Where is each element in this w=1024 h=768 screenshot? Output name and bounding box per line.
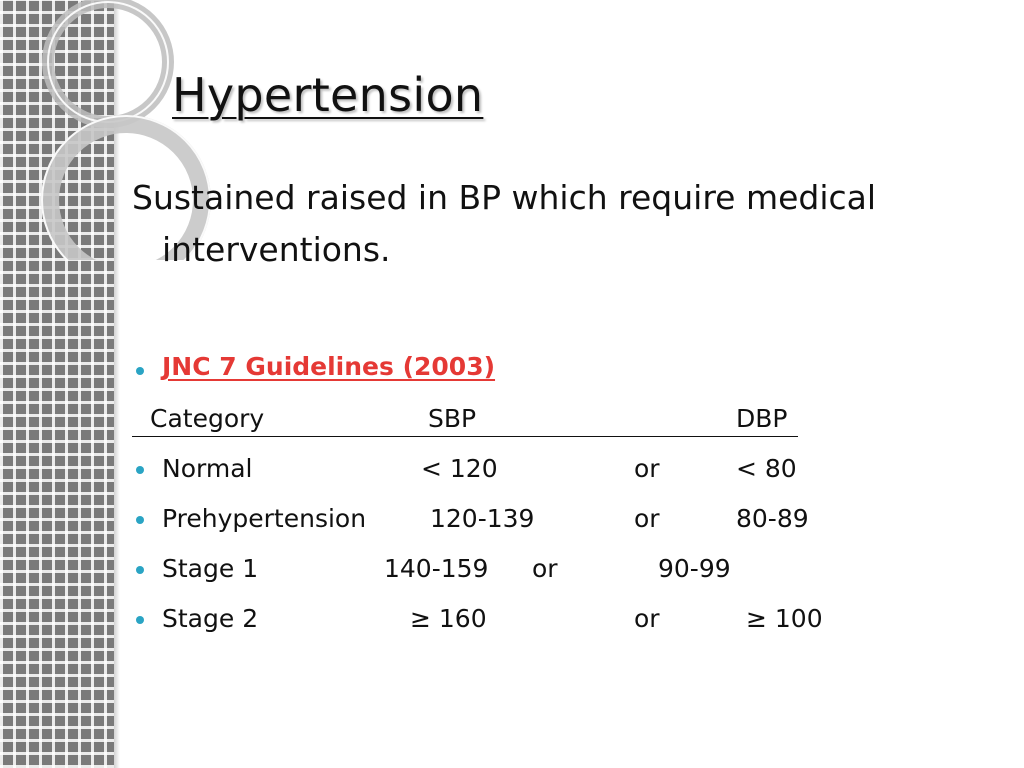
row-dbp: < 80: [736, 454, 797, 483]
row-sbp: 120-139: [430, 504, 535, 533]
row-dbp: ≥ 100: [746, 604, 823, 633]
header-sbp: SBP: [428, 404, 477, 433]
bullet-icon: [136, 516, 144, 524]
row-sbp: ≥ 160: [410, 604, 487, 633]
intro-text: Sustained raised in BP which require medical interventions.: [132, 178, 877, 269]
bullet-icon: [136, 616, 144, 624]
row-dbp: 80-89: [736, 504, 809, 533]
bullet-icon: [136, 566, 144, 574]
row-sbp: < 120: [421, 454, 498, 483]
row-conj: or: [634, 504, 660, 533]
header-category: Category: [150, 404, 265, 433]
row-conj: or: [532, 554, 558, 583]
row-category: Stage 2: [162, 604, 259, 633]
row-sbp: 140-159: [384, 554, 489, 583]
header-dbp: DBP: [736, 404, 788, 433]
bullet-icon: [136, 367, 144, 375]
row-category: Normal: [162, 454, 253, 483]
guideline-heading: JNC 7 Guidelines (2003): [162, 352, 496, 381]
row-conj: or: [634, 604, 660, 633]
row-conj: or: [634, 454, 660, 483]
bullet-icon: [136, 466, 144, 474]
row-category: Prehypertension: [162, 504, 367, 533]
row-category: Stage 1: [162, 554, 259, 583]
row-dbp: 90-99: [658, 554, 731, 583]
table-header: [132, 404, 798, 437]
page-title: Hypertension: [172, 68, 484, 122]
intro-block: [132, 172, 992, 276]
